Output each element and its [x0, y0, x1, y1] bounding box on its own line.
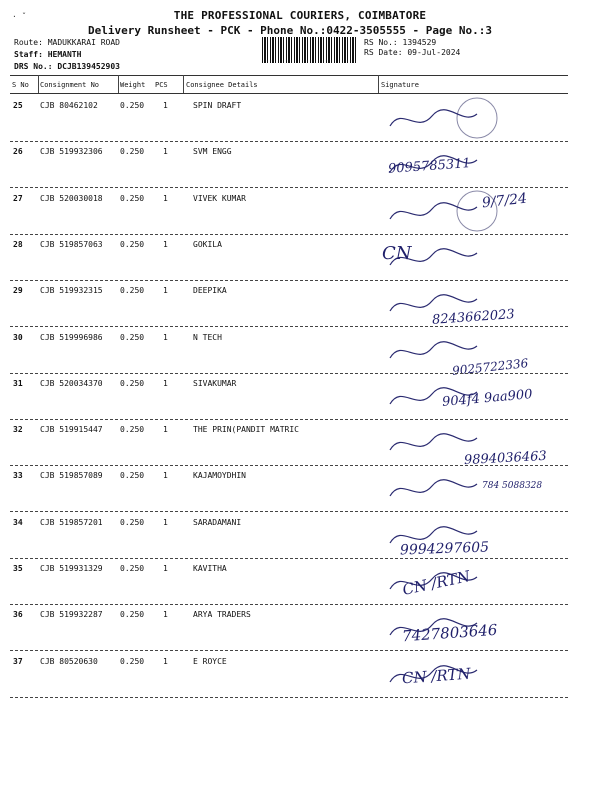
consignment-number: CJB 520030018	[40, 193, 103, 203]
pcs-value: 1	[163, 193, 168, 203]
col-header-signature: Signature	[381, 81, 419, 89]
serial-number: 37	[13, 656, 23, 666]
consignee-name: ARYA TRADERS	[193, 610, 251, 620]
company-title: THE PROFESSIONAL COURIERS, COIMBATORE	[173, 9, 427, 22]
table-row	[10, 281, 568, 327]
col-divider	[378, 75, 379, 93]
pcs-value: 1	[163, 471, 168, 481]
consignee-name: E ROYCE	[193, 656, 227, 666]
weight-value: 0.250	[120, 471, 145, 481]
table-top-border	[10, 75, 568, 76]
consignee-name: THE PRIN(PANDIT MATRIC	[193, 425, 299, 435]
signature-handwriting: 9994297605	[399, 539, 490, 559]
table-row	[10, 142, 568, 188]
table-row	[10, 559, 568, 605]
weight-value: 0.250	[120, 101, 145, 110]
weight-value: 0.250	[120, 425, 145, 435]
signature-area	[382, 559, 567, 604]
table-row	[10, 189, 568, 235]
consignment-number: CJB 519915447	[40, 425, 103, 435]
col-header-consignee: Consignee Details	[186, 81, 258, 89]
consignee-name: KAVITHA	[193, 564, 227, 573]
col-header-sno: S No	[12, 81, 29, 89]
consignment-number: CJB 80462102	[40, 101, 98, 110]
signature-handwriting: 9/7/24	[481, 190, 528, 211]
pcs-value: 1	[163, 332, 168, 342]
signature-area	[382, 420, 567, 469]
serial-number: 36	[13, 610, 23, 620]
consignee-name: N TECH	[193, 332, 222, 342]
table-row	[10, 605, 568, 651]
pcs-value: 1	[163, 517, 168, 527]
signature-handwriting: 904f4 9aa900	[441, 386, 534, 410]
pcs-value: 1	[163, 378, 168, 388]
consignee-name: GOKILA	[193, 239, 222, 249]
signature-handwriting: 784 5088328	[482, 481, 543, 492]
pcs-value: 1	[163, 610, 168, 620]
consignment-number: CJB 519932287	[40, 610, 103, 620]
serial-number: 30	[13, 332, 23, 342]
table-row	[10, 652, 568, 698]
signature-area	[382, 328, 567, 378]
serial-number: 33	[13, 471, 23, 481]
consignment-number: CJB 519857089	[40, 471, 103, 481]
consignee-name: VIVEK KUMAR	[193, 193, 246, 203]
consignment-number: CJB 519996986	[40, 332, 103, 342]
signature-handwriting: CN /RTN	[401, 664, 472, 687]
consignee-name: DEEPIKA	[193, 286, 227, 296]
signature-scribble	[382, 96, 567, 141]
signature-handwriting: CN /RTN	[400, 567, 472, 599]
consignee-name: KAJAMOYDHIN	[193, 471, 246, 481]
serial-number: 27	[13, 193, 23, 203]
signature-area	[382, 281, 567, 329]
consignee-name: SIVAKUMAR	[193, 378, 237, 388]
pcs-value: 1	[163, 425, 168, 435]
signature-handwriting: 8243662023	[431, 307, 516, 329]
pcs-value: 1	[163, 564, 168, 573]
table-row	[10, 466, 568, 512]
signature-area	[382, 96, 567, 141]
table-row	[10, 374, 568, 420]
route-label: Route: MADUKKARAI ROAD	[14, 38, 120, 47]
table-row	[10, 420, 568, 469]
runsheet-subtitle: Delivery Runsheet - PCK - Phone No.:0422-3505555 - Page No.:3	[88, 24, 492, 37]
col-header-pcs: PCS	[155, 81, 168, 89]
consignment-number: CJB 80520630	[40, 656, 98, 666]
col-divider	[183, 75, 184, 93]
weight-value: 0.250	[120, 147, 145, 157]
pcs-value: 1	[163, 147, 168, 157]
col-header-weight: Weight	[120, 81, 146, 89]
weight-value: 0.250	[120, 332, 145, 342]
signature-area	[382, 374, 567, 419]
weight-value: 0.250	[120, 564, 145, 573]
corner-mark: · ˇ	[12, 12, 27, 21]
table-row	[10, 328, 568, 378]
table-row	[10, 235, 568, 281]
signature-handwriting: 9095785311	[387, 156, 472, 178]
weight-value: 0.250	[120, 656, 145, 666]
weight-value: 0.250	[120, 239, 145, 249]
barcode	[262, 37, 358, 63]
consignee-name: SARADAMANI	[193, 517, 242, 527]
serial-number: 32	[13, 425, 23, 435]
serial-number: 29	[13, 286, 23, 296]
signature-area	[382, 513, 567, 558]
weight-value: 0.250	[120, 286, 145, 296]
weight-value: 0.250	[120, 193, 145, 203]
col-divider	[118, 75, 119, 93]
consignment-number: CJB 519857063	[40, 239, 103, 249]
weight-value: 0.250	[120, 610, 145, 620]
signature-area	[382, 652, 567, 697]
pcs-value: 1	[163, 101, 168, 110]
consignee-name: SVM ENGG	[193, 147, 232, 157]
signature-area	[382, 466, 567, 511]
consignment-number: CJB 519857201	[40, 517, 103, 527]
serial-number: 35	[13, 564, 23, 573]
pcs-value: 1	[163, 239, 168, 249]
signature-handwriting: 9025722336	[451, 355, 529, 378]
signature-area	[382, 189, 567, 234]
serial-number: 28	[13, 239, 23, 249]
col-header-consignment: Consignment No	[40, 81, 100, 89]
signature-handwriting: 7427803646	[401, 620, 498, 646]
table-header-border	[10, 93, 568, 94]
rs-number: RS No.: 1394529	[364, 38, 437, 47]
weight-value: 0.250	[120, 517, 145, 527]
consignment-number: CJB 519932315	[40, 286, 103, 296]
row-separator	[10, 697, 568, 698]
serial-number: 25	[13, 101, 23, 110]
drs-number: DRS No.: DCJB139452903	[14, 62, 120, 71]
serial-number: 26	[13, 147, 23, 157]
consignment-number: CJB 519932306	[40, 147, 103, 157]
consignment-number: CJB 519931329	[40, 564, 103, 573]
consignment-number: CJB 520034370	[40, 378, 103, 388]
rs-date: RS Date: 09-Jul-2024	[364, 48, 461, 57]
serial-number: 31	[13, 378, 23, 388]
consignee-name: SPIN DRAFT	[193, 101, 242, 110]
signature-area	[382, 142, 567, 187]
table-row	[10, 513, 568, 559]
pcs-value: 1	[163, 286, 168, 296]
pcs-value: 1	[163, 656, 168, 666]
signature-area	[382, 605, 567, 650]
signature-handwriting: 9894036463	[463, 448, 548, 469]
signature-area	[382, 235, 567, 280]
signature-handwriting: CN	[382, 242, 412, 264]
staff-label: Staff: HEMANTH	[14, 50, 82, 59]
weight-value: 0.250	[120, 378, 145, 388]
col-divider	[38, 75, 39, 93]
serial-number: 34	[13, 517, 23, 527]
signature-scribble	[382, 189, 567, 234]
table-row	[10, 96, 568, 142]
